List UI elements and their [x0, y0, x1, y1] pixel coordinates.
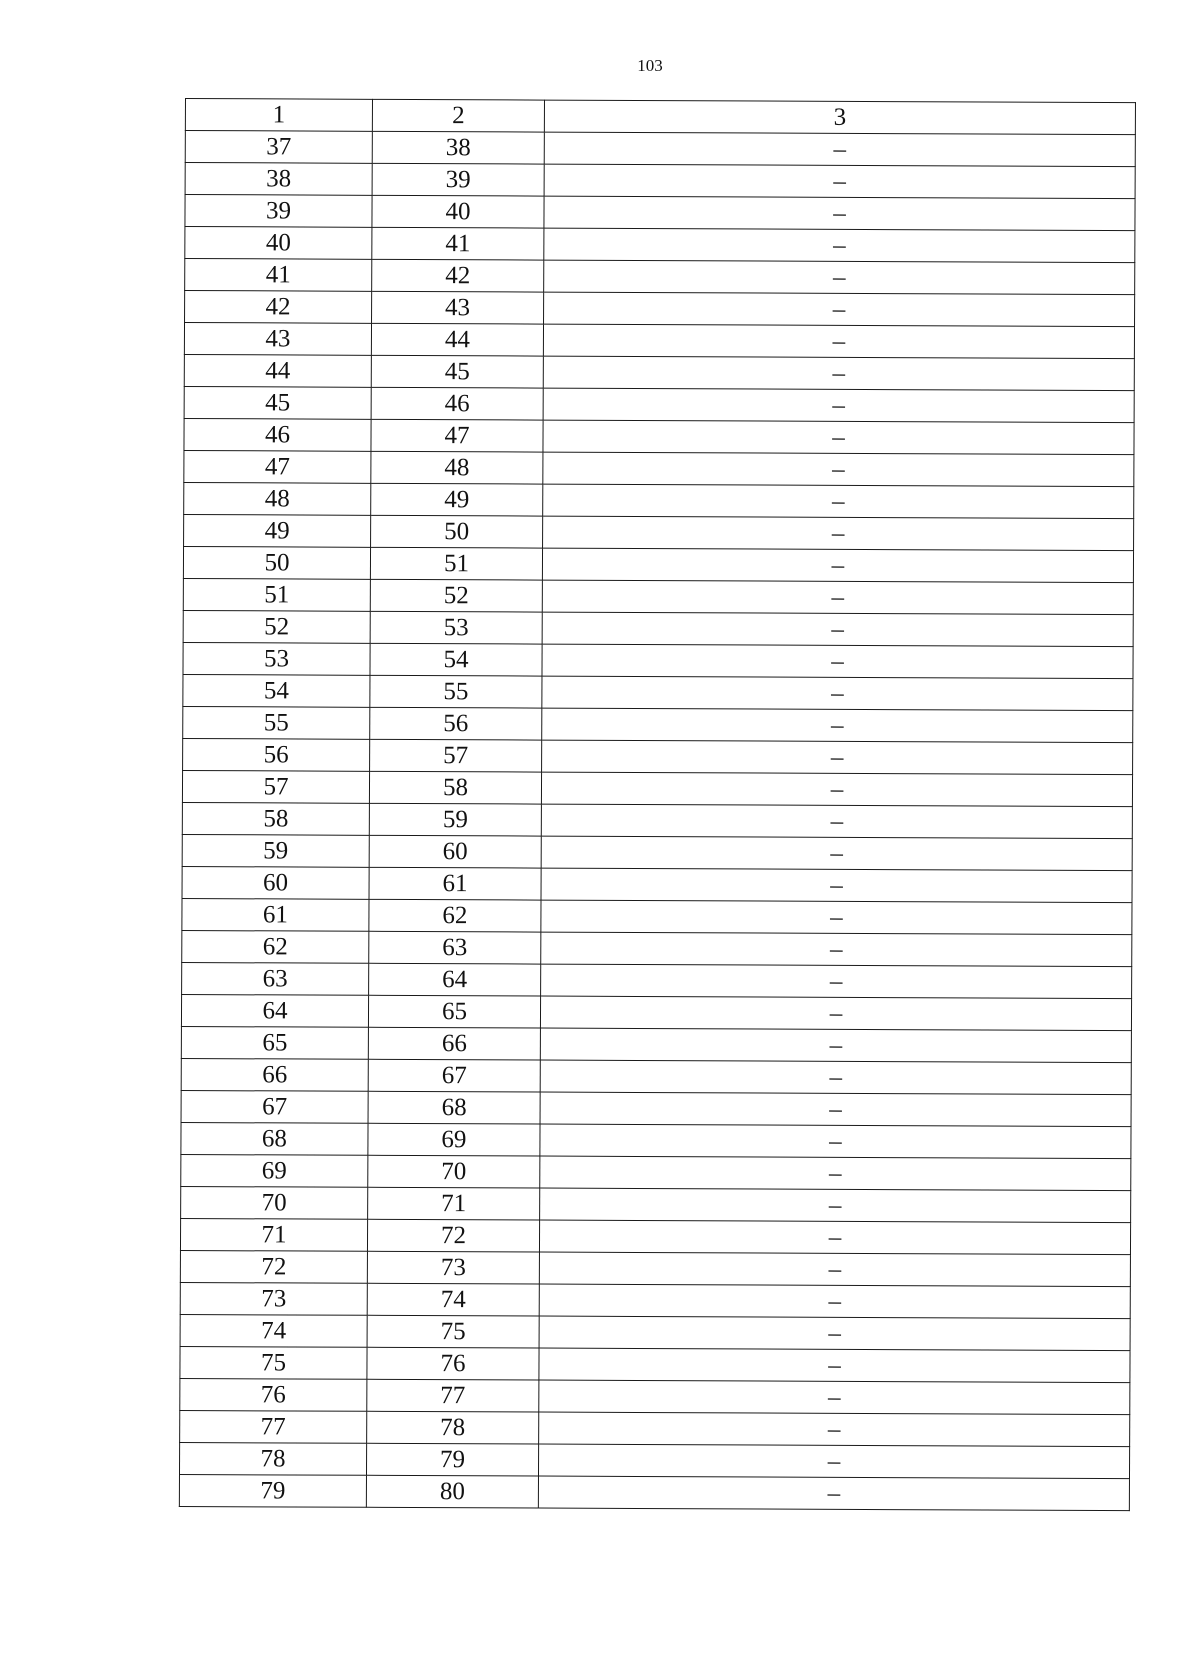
table-cell-col3: – [541, 932, 1132, 967]
table-cell-col2: 52 [370, 579, 542, 612]
table-cell-col2: 45 [371, 355, 543, 388]
table-row [183, 578, 1133, 614]
table-cell-col3: – [542, 708, 1133, 743]
table-cell-col1: 38 [185, 163, 372, 196]
table-cell-col2: 53 [370, 611, 542, 644]
table-row [181, 1122, 1131, 1158]
table-cell-col2: 41 [372, 227, 544, 260]
table-cell-col1: 56 [183, 738, 370, 771]
table-cell-col1: 48 [184, 482, 371, 515]
table-cell-col2: 78 [367, 1411, 539, 1444]
table-cell-col1: 69 [181, 1154, 368, 1187]
table-cell-col1: 66 [181, 1058, 368, 1091]
table-cell-col2: 80 [366, 1475, 538, 1508]
table-cell-col3: – [541, 900, 1132, 935]
table-row [182, 866, 1132, 902]
table-cell-col2: 65 [368, 995, 540, 1028]
table-cell-col3: – [540, 1156, 1131, 1191]
table-cell-col3: – [540, 1092, 1131, 1127]
table-row [184, 323, 1134, 359]
table-row [183, 674, 1133, 710]
table-row [179, 1442, 1129, 1478]
table-cell-col3: – [543, 452, 1134, 487]
table-cell-col1: 79 [179, 1474, 366, 1507]
table-cell-col1: 64 [181, 994, 368, 1027]
table-cell-col3: – [539, 1220, 1130, 1255]
table-row [183, 546, 1133, 582]
table-cell-col1: 74 [180, 1314, 367, 1347]
table-cell-col3: – [538, 1476, 1129, 1511]
table-row [182, 962, 1132, 998]
table-cell-col1: 57 [182, 770, 369, 803]
table-cell-col1: 41 [185, 259, 372, 292]
table-cell-col2: 72 [367, 1219, 539, 1252]
table-cell-col1: 51 [183, 578, 370, 611]
table-cell-col1: 58 [182, 802, 369, 835]
table-cell-col1: 60 [182, 866, 369, 899]
table-cell-col3: – [540, 1124, 1131, 1159]
table-cell-col1: 46 [184, 418, 371, 451]
table-cell-col1: 61 [182, 898, 369, 931]
table-row [185, 227, 1135, 263]
table-row [182, 898, 1132, 934]
table-cell-col2: 73 [367, 1251, 539, 1284]
table-cell-col2: 74 [367, 1283, 539, 1316]
table-cell-col1: 37 [185, 131, 372, 164]
table-cell-col2: 44 [371, 323, 543, 356]
table-cell-col1: 53 [183, 642, 370, 675]
table-cell-col1: 62 [182, 930, 369, 963]
table-cell-col3: – [540, 1028, 1131, 1063]
table-cell-col1: 63 [182, 962, 369, 995]
header-cell-col2: 2 [372, 99, 544, 132]
table-cell-col2: 43 [372, 291, 544, 324]
table-row [184, 450, 1134, 486]
table-cell-col1: 76 [180, 1378, 367, 1411]
table-cell-col1: 75 [180, 1346, 367, 1379]
table-row [183, 706, 1133, 742]
header-cell-col1: 1 [185, 99, 372, 132]
table-cell-col1: 47 [184, 450, 371, 483]
table-row [181, 994, 1131, 1030]
table-row [179, 1474, 1129, 1510]
table-cell-col1: 42 [185, 291, 372, 324]
table-cell-col2: 58 [369, 771, 541, 804]
table-cell-col3: – [539, 1348, 1130, 1383]
table-cell-col3: – [544, 196, 1135, 231]
table-cell-col1: 71 [180, 1218, 367, 1251]
table-row [180, 1378, 1130, 1414]
table-row [184, 354, 1134, 390]
table-row [185, 195, 1135, 231]
table-cell-col2: 57 [370, 739, 542, 772]
table-cell-col1: 65 [181, 1026, 368, 1059]
table-cell-col2: 46 [371, 387, 543, 420]
table-cell-col2: 68 [368, 1091, 540, 1124]
table-cell-col3: – [544, 260, 1135, 295]
table-cell-col2: 38 [372, 131, 544, 164]
table-cell-col3: – [542, 644, 1133, 679]
table-cell-col3: – [541, 804, 1132, 839]
table-cell-col3: – [541, 836, 1132, 871]
table-cell-col2: 56 [370, 707, 542, 740]
table-cell-col2: 77 [367, 1379, 539, 1412]
table-cell-col3: – [544, 292, 1135, 327]
table-cell-col2: 49 [371, 483, 543, 516]
table-cell-col2: 42 [372, 259, 544, 292]
table-cell-col1: 49 [184, 514, 371, 547]
table-row [183, 738, 1133, 774]
table-cell-col3: – [543, 516, 1134, 551]
table-row [185, 131, 1135, 167]
header-cell-col3: 3 [544, 100, 1135, 135]
table-cell-col2: 51 [370, 547, 542, 580]
table-cell-col1: 59 [182, 834, 369, 867]
table-cell-col3: – [544, 132, 1135, 167]
page-number: 103 [637, 56, 663, 75]
table-row [181, 1090, 1131, 1126]
table-cell-col3: – [543, 484, 1134, 519]
table-cell-col3: – [542, 548, 1133, 583]
table-row [180, 1282, 1130, 1318]
table-cell-col1: 44 [184, 354, 371, 387]
table-row [183, 642, 1133, 678]
table-cell-col3: – [539, 1316, 1130, 1351]
table-cell-col1: 52 [183, 610, 370, 643]
table-row [184, 514, 1134, 550]
table-row [184, 386, 1134, 422]
table-cell-col3: – [540, 1188, 1131, 1223]
table-cell-col2: 70 [368, 1155, 540, 1188]
table-row [181, 1154, 1131, 1190]
table-row [184, 482, 1134, 518]
table-cell-col2: 40 [372, 195, 544, 228]
table-row [181, 1186, 1131, 1222]
table-cell-col1: 54 [183, 674, 370, 707]
table-cell-col3: – [539, 1380, 1130, 1415]
table-row [181, 1026, 1131, 1062]
table-cell-col2: 39 [372, 163, 544, 196]
table-cell-col2: 60 [369, 835, 541, 868]
table-body [179, 99, 1135, 1511]
table-cell-col2: 55 [370, 675, 542, 708]
table-cell-col1: 68 [181, 1122, 368, 1155]
table-cell-col3: – [540, 996, 1131, 1031]
table-cell-col3: – [542, 580, 1133, 615]
table-row [181, 1058, 1131, 1094]
table-row [182, 802, 1132, 838]
table-cell-col2: 50 [371, 515, 543, 548]
table-cell-col3: – [539, 1284, 1130, 1319]
table-cell-col2: 67 [368, 1059, 540, 1092]
table-cell-col3: – [542, 612, 1133, 647]
table-cell-col3: – [542, 740, 1133, 775]
table-row [185, 259, 1135, 295]
table-row [180, 1250, 1130, 1286]
table-row [182, 770, 1132, 806]
table-cell-col2: 63 [369, 931, 541, 964]
table-cell-col2: 62 [369, 899, 541, 932]
table-cell-col1: 72 [180, 1250, 367, 1283]
table-cell-col3: – [541, 868, 1132, 903]
table-cell-col1: 70 [181, 1186, 368, 1219]
table-row [180, 1410, 1130, 1446]
table-row [182, 834, 1132, 870]
table-cell-col3: – [541, 772, 1132, 807]
table-cell-col3: – [544, 164, 1135, 199]
table-row [182, 930, 1132, 966]
table-cell-col1: 43 [184, 323, 371, 356]
table-row [180, 1346, 1130, 1382]
table-cell-col2: 61 [369, 867, 541, 900]
table-cell-col1: 40 [185, 227, 372, 260]
table-row [180, 1218, 1130, 1254]
table-row [180, 1314, 1130, 1350]
table-cell-col2: 47 [371, 419, 543, 452]
table-cell-col2: 64 [369, 963, 541, 996]
table-cell-col2: 75 [367, 1315, 539, 1348]
table-row [185, 291, 1135, 327]
table-cell-col3: – [540, 1060, 1131, 1095]
table-cell-col3: – [543, 356, 1134, 391]
table-cell-col2: 54 [370, 643, 542, 676]
table-cell-col3: – [538, 1444, 1129, 1479]
table-cell-col1: 67 [181, 1090, 368, 1123]
table-cell-col1: 39 [185, 195, 372, 228]
table-row [184, 418, 1134, 454]
table-cell-col1: 77 [180, 1410, 367, 1443]
table-cell-col3: – [539, 1412, 1130, 1447]
table-cell-col3: – [539, 1252, 1130, 1287]
table-row [183, 610, 1133, 646]
table-row [185, 163, 1135, 199]
table-cell-col2: 48 [371, 451, 543, 484]
table-cell-col2: 76 [367, 1347, 539, 1380]
table-cell-col2: 71 [368, 1187, 540, 1220]
table-cell-col1: 78 [179, 1442, 366, 1475]
table-cell-col1: 55 [183, 706, 370, 739]
table-cell-col3: – [543, 420, 1134, 455]
table-cell-col2: 66 [368, 1027, 540, 1060]
table-cell-col3: – [544, 228, 1135, 263]
table-cell-col3: – [542, 676, 1133, 711]
table-cell-col3: – [541, 964, 1132, 999]
table-cell-col3: – [543, 388, 1134, 423]
table-cell-col2: 79 [366, 1443, 538, 1476]
table-cell-col1: 45 [184, 386, 371, 419]
table-cell-col1: 50 [183, 546, 370, 579]
table-cell-col3: – [543, 324, 1134, 359]
table-header-row [185, 99, 1135, 135]
table-cell-col1: 73 [180, 1282, 367, 1315]
table-cell-col2: 69 [368, 1123, 540, 1156]
data-table [179, 98, 1136, 1511]
table-cell-col2: 59 [369, 803, 541, 836]
